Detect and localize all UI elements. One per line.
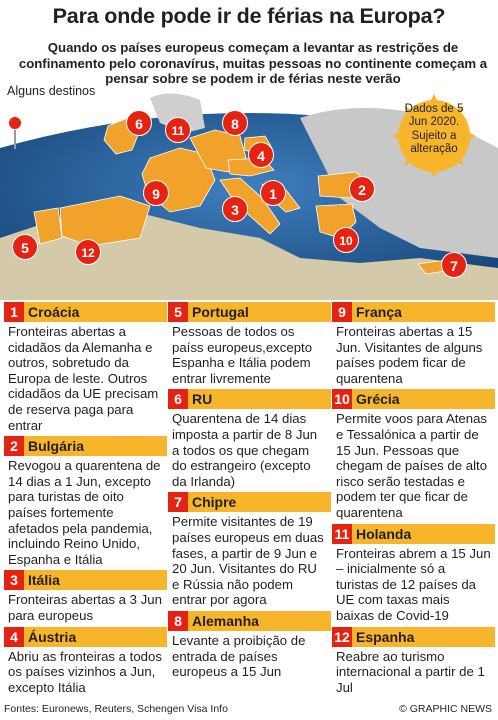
destination-country: Chipre (192, 494, 237, 511)
destination-country: França (356, 304, 402, 320)
sources-footer: Fontes: Euronews, Reuters, Schengen Visa Info (4, 703, 228, 715)
legend-label: Alguns destinos (7, 84, 96, 98)
map-pin-10: 10 (333, 227, 359, 253)
destination-text: Fronteiras abertas a 3 Jun para europeus (8, 592, 162, 623)
destination-country: Itália (28, 572, 60, 589)
destination-text: Abriu as fronteiras a todos os países vizinhos a Jun, excepto Itália (8, 648, 162, 695)
page-title: Para onde pode ir de férias na Europa? (52, 4, 446, 28)
destination-number: 6 (168, 389, 188, 409)
destination-country: Portugal (192, 304, 249, 320)
destination-espanha (332, 627, 495, 699)
map-pin-icon (8, 116, 22, 150)
destination-number: 4 (4, 627, 24, 647)
map-pin-3: 3 (222, 196, 248, 222)
destination-text: Levante a proibição de entrada de países europeus a 15 Jun (172, 632, 306, 680)
destination-italia (4, 570, 167, 626)
destination-country: Croácia (28, 304, 80, 320)
destination-chipre (168, 492, 331, 611)
destination-country: Holanda (356, 525, 412, 542)
map-pin-8: 8 (222, 110, 248, 136)
destination-number: 10 (332, 389, 352, 409)
destination-text: Revogou a quarentena de 14 dias a 1 Jun, excepto para turistas de oito países fortemente afetados pela pandemia, incluindo Reino Unido, Espanha e Itália (8, 458, 161, 567)
destinations-column-2 (168, 302, 331, 683)
destination-austria (4, 627, 167, 699)
map-pin-1: 1 (260, 180, 286, 206)
credit-footer: © GRAPHIC NEWS (399, 703, 492, 715)
destinations-column-1 (4, 302, 167, 698)
destination-text: Reabre ao turismo internacional a partir de 1 Jul (336, 648, 485, 695)
map-pin-9: 9 (143, 180, 169, 206)
destination-grecia (332, 389, 495, 523)
destination-text: Permite voos para Atenas e Tessalónica a partir de 15 Jun. Pessoas que chegam de países de alto risco serão testadas e podem ter que ficar de quarentena (336, 411, 488, 520)
destination-number: 8 (168, 611, 188, 631)
destination-number: 1 (4, 302, 24, 322)
destination-number: 3 (4, 570, 24, 590)
destination-croacia (4, 302, 167, 436)
destinations-column-3 (332, 302, 495, 698)
destination-text: Quarentena de 14 dias imposta a partir de 8 Jun a todos os que chegam do estrangeiro (excepto da Irlanda) (172, 411, 318, 489)
destination-ru (168, 389, 331, 492)
destination-country: Áustria (28, 628, 77, 645)
map-pin-11: 11 (165, 117, 191, 143)
destination-country: Espanha (356, 628, 415, 645)
destination-country: RU (192, 391, 213, 408)
destination-text: Fronteiras abertas a 15 Jun. Visitantes de alguns países podem ficar de quarentena (336, 324, 483, 386)
map-pin-7: 7 (441, 252, 467, 278)
map-pin-5: 5 (12, 234, 38, 260)
destination-portugal (168, 302, 331, 389)
destination-number: 11 (332, 524, 352, 544)
destination-text: Fronteiras abertas a cidadãos da Alemanha e outros, sobretudo da Europa de leste. Outros cidadãos da UE precisam de reserva paga para entrar (8, 324, 159, 433)
destination-text: Pessoas de todos os paíss europeus,excepto Espanha e Itália podem entrar livremente (172, 324, 313, 386)
date-badge-text: Dados de 5 Jun 2020. Sujeito a alteração (404, 103, 464, 156)
destination-number: 7 (168, 492, 188, 512)
map-pin-2: 2 (349, 176, 375, 202)
destination-text: Fronteiras abrem a 15 Jun – inicialmente só a turistas de 12 países da UE com taxas mais baixas de Covid-19 (336, 545, 491, 623)
map-pin-6: 6 (126, 110, 152, 136)
destination-number: 2 (4, 436, 24, 456)
destination-number: 5 (168, 302, 188, 322)
destination-country: Alemanha (192, 612, 259, 629)
destination-text: Permite visitantes de 19 países europeus em duas fases, a partir de 9 Jun e 20 Jun. Visitantes do RU e Rússia não podem entrar por agora (172, 514, 324, 608)
destination-alemanha (168, 611, 331, 683)
destination-number: 12 (332, 627, 352, 647)
destination-country: Bulgária (28, 438, 85, 455)
destination-franca (332, 302, 495, 389)
page-subtitle: Quando os países europeus começam a levantar as restrições de confinamento pelo coronavírus, muitas pessoas no continente começam a pensar sobre se podem ir de férias neste verão (18, 40, 488, 86)
destination-country: Grécia (356, 391, 400, 408)
map-pin-4: 4 (248, 142, 274, 168)
destination-bulgaria (4, 436, 167, 570)
destination-holanda (332, 524, 495, 627)
destination-number: 9 (332, 302, 352, 322)
map-pin-12: 12 (75, 239, 101, 265)
